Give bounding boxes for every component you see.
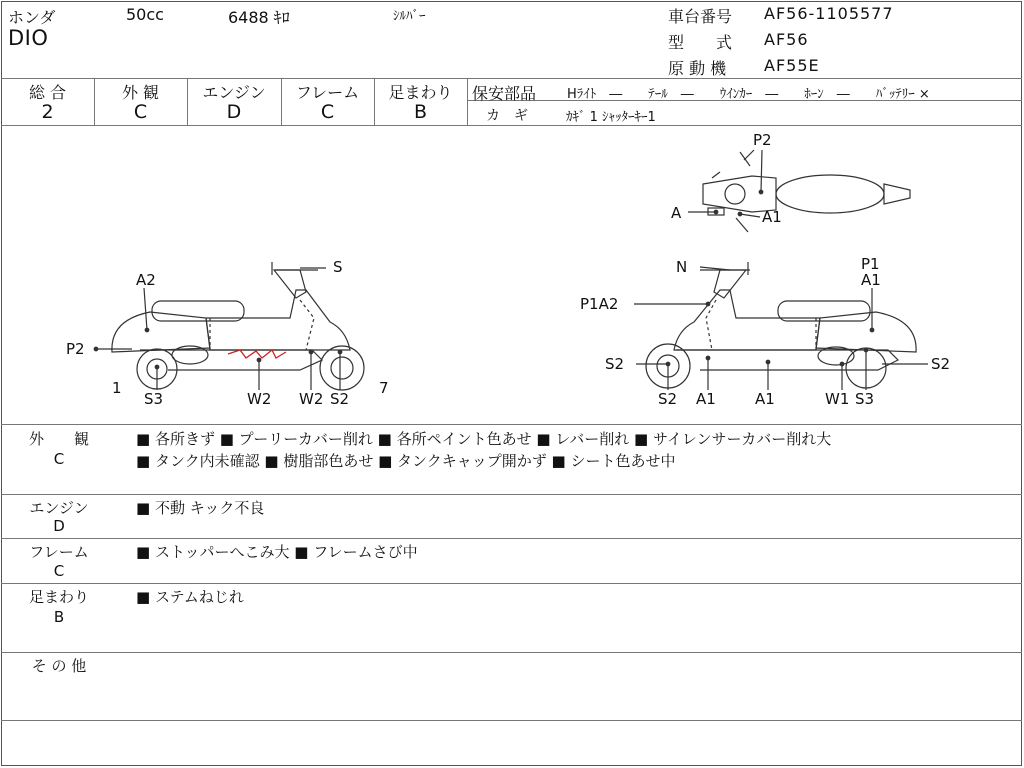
diag-left-1: 1 [112, 379, 122, 397]
diag-left-7: 7 [379, 379, 389, 397]
diag-left-w2b: W2 [299, 390, 324, 408]
type-value: AF56 [764, 30, 809, 49]
left-side-view [94, 258, 364, 390]
diag-left-p2: P2 [66, 340, 85, 358]
diag-right-a1-a: A1 [696, 390, 716, 408]
diag-top-p2: P2 [753, 131, 772, 149]
exterior-grade: C [133, 101, 148, 123]
remark-frame-line1: ■ ストッパーへこみ大 ■ フレームさび中 [136, 543, 418, 561]
mileage: 6488 ｷﾛ [228, 8, 290, 27]
engine-grade-label: エンジン [202, 83, 266, 102]
remark-suspension-label: 足まわり [28, 588, 89, 606]
diag-top-a1: A1 [762, 208, 782, 226]
engine-grade: D [226, 101, 242, 123]
remark-exterior-label: 外 観 [28, 430, 89, 448]
diag-right-s2-bottom: S2 [658, 390, 678, 408]
remark-engine-line1: ■ 不動 キック不良 [136, 499, 265, 517]
diag-right-a1-b: A1 [755, 390, 775, 408]
frame-grade: C [320, 101, 335, 123]
remark-engine-label: エンジン [29, 499, 89, 517]
frame-no-label: 車台番号 [668, 7, 733, 26]
suspension-grade: B [413, 101, 428, 123]
diag-right-s3: S3 [855, 390, 875, 408]
maker: ホンダ [8, 8, 56, 27]
type-label: 型 式 [668, 33, 733, 52]
diag-right-w1: W1 [825, 390, 850, 408]
overall-label: 総 合 [28, 83, 67, 102]
safety-items: Hﾗｲﾄ ― ﾃｰﾙ ― ｳｲﾝｶｰ ― ﾎｰﾝ ― ﾊﾞｯﾃﾘｰ × [567, 87, 930, 102]
diag-left-w2a: W2 [247, 390, 272, 408]
diag-right-p1: P1 [861, 255, 880, 273]
engine-label: 原 動 機 [668, 59, 727, 78]
remark-exterior-line2: ■ タンク内未確認 ■ 樹脂部色あせ ■ タンクキャップ開かず ■ シート色あせ中 [136, 452, 676, 470]
remark-suspension-line1: ■ ステムねじれ [136, 588, 244, 606]
key-value: ｶｷﾞ 1 ｼｬｯﾀｰｷｰ1 [566, 110, 656, 125]
color: ｼﾙﾊﾞｰ [393, 9, 426, 24]
suspension-grade-label: 足まわり [388, 83, 453, 102]
remark-suspension-grade: B [53, 608, 65, 626]
remark-frame-label: フレーム [29, 543, 89, 561]
frame-grade-label: フレーム [295, 83, 360, 102]
overall-grade: 2 [41, 101, 54, 123]
diag-left-s: S [333, 258, 343, 276]
remark-exterior-line1: ■ 各所きず ■ プーリーカバー削れ ■ 各所ペイント色あせ ■ レバー削れ ■ サイレンサーカバー削れ大 [136, 430, 832, 448]
diag-right-s2-left: S2 [605, 355, 625, 373]
engine-value: AF55E [764, 56, 820, 75]
diag-left-a2: A2 [136, 271, 156, 289]
safety-label: 保安部品 [472, 84, 537, 103]
diag-top-a: A [671, 204, 682, 222]
model-name: DIO [8, 26, 49, 50]
remark-other-label: そ の 他 [31, 657, 87, 675]
diag-left-s2: S2 [330, 390, 350, 408]
remark-engine-grade: D [53, 517, 65, 535]
diag-left-s3: S3 [144, 390, 164, 408]
diag-right-p1a2: P1A2 [580, 295, 619, 313]
diag-right-a1-top: A1 [861, 271, 881, 289]
remark-exterior-grade: C [53, 450, 65, 468]
top-view [688, 150, 910, 232]
exterior-label: 外 観 [121, 83, 160, 102]
diag-right-n: N [676, 258, 688, 276]
diag-right-s2-right: S2 [931, 355, 951, 373]
frame-no: AF56-1105577 [764, 4, 894, 23]
displacement: 50cc [126, 5, 164, 24]
right-side-view [634, 258, 928, 390]
remark-frame-grade: C [53, 562, 65, 580]
key-label: カ ギ [486, 108, 528, 124]
